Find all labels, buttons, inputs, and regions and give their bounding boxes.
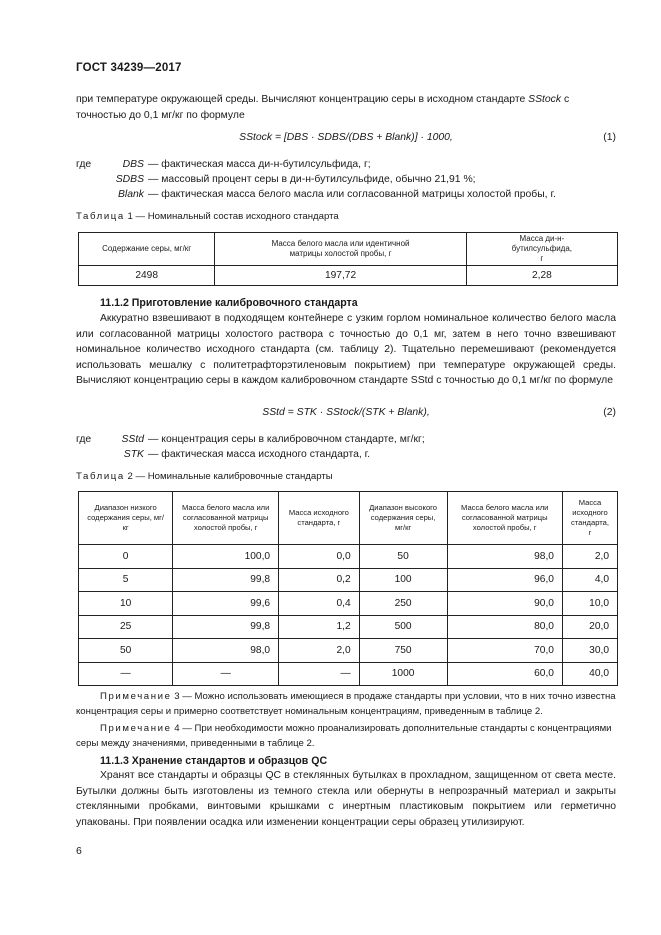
- table-row: 0 100,0 0,0 50 98,0 2,0: [79, 545, 618, 569]
- document-header: ГОСТ 34239—2017: [76, 62, 182, 74]
- table-header-cell: Масса исходного стандарта, г: [279, 492, 360, 545]
- table-header-cell: Масса ди-н-бутилсульфида, г: [466, 233, 617, 266]
- definition-row: SDBS — массовый процент серы в ди-н-бутилсульфиде, обычно 21,91 %;: [115, 174, 476, 185]
- table-header-cell: Масса белого масла или идентичной матрицы холостой пробы, г: [215, 233, 466, 266]
- section-11-1-3-title: 11.1.3 Хранение стандартов и образцов QC: [100, 755, 328, 767]
- definitions-1: [76, 157, 621, 202]
- definition-row: STK — фактическая масса исходного стандарта, г.: [123, 449, 371, 460]
- table-row: 50 98,0 2,0 750 70,0 30,0: [79, 639, 618, 663]
- formula-1-text: SStock = [DBS · SDBS/(DBS + Blank)] · 1000,: [239, 132, 453, 143]
- section-11-1-2-title: 11.1.2 Приготовление калибровочного стандарта: [100, 297, 358, 309]
- note-3: Примечание 3 — Можно использовать имеющиеся в продаже стандарты при условии, что в них точно известна концентрация серы и примерно соответствует номинальным концентрациям, приведенным в таблице 2.: [76, 691, 616, 717]
- note-4: Примечание 4 — При необходимости можно проанализировать дополнительные стандарты с концентрациями серы между значениями, приведенными в таблице 2.: [76, 723, 612, 749]
- table-row: 25 99,8 1,2 500 80,0 20,0: [79, 615, 618, 639]
- table-header-cell: Содержание серы, мг/кг: [79, 233, 215, 266]
- table-row: — — — 1000 60,0 40,0: [79, 662, 618, 686]
- formula-2: [76, 405, 616, 420]
- table-row: 5 99,8 0,2 100 96,0 4,0: [79, 568, 618, 592]
- table-header-cell: Масса белого масла или согласованной матрицы холостой пробы, г: [447, 492, 562, 545]
- section-11-1-2-body: Аккуратно взвешивают в подходящем контейнере с узким горлом номинальное количество белого масла или согласованной матрицы холостого раствора с точностью до 0,1 мг, затем в него точно взвешивают номинальное количество исходного стандарта (см. таблицу 2). Тщательно перемешивают (рекомендуется использовать мешалку с политетрафторэтиленовым покрытием) при температуре окружающей среды. Вычисляют концентрацию серы в каждом калибровочном стандарте SStd с точностью до 0,1 мг/кг по формуле: [76, 313, 616, 386]
- definition-row: где SStd — концентрация серы в калибровочном стандарте, мг/кг;: [76, 434, 425, 445]
- table-header-cell: Масса исходного стандарта, г: [562, 492, 617, 545]
- table-row: 2498 197,72 2,28: [79, 266, 618, 286]
- table-row: 10 99,6 0,4 250 90,0 10,0: [79, 592, 618, 616]
- table-1: [78, 232, 618, 286]
- table-1-caption: Таблица 1 — Номинальный состав исходного стандарта: [76, 211, 339, 222]
- intro-paragraph: при температуре окружающей среды. Вычисляют концентрацию серы в исходном стандарте SStock с точностью до 0,1 мг/кг по формуле: [76, 94, 570, 121]
- table-header-cell: Диапазон высокого содержания серы, мг/кг: [359, 492, 447, 545]
- formula-2-number: (2): [603, 407, 616, 418]
- table-2: [78, 491, 618, 686]
- definition-row: где DBS — фактическая масса ди-н-бутилсульфида, г;: [76, 159, 371, 170]
- page-number: 6: [76, 845, 82, 857]
- definitions-2: [76, 432, 621, 462]
- definition-row: Blank — фактическая масса белого масла или согласованной матрицы холостой пробы, г.: [118, 189, 556, 200]
- section-11-1-3-body: Хранят все стандарты и образцы QC в стеклянных бутылках в прохладном, защищенном от света месте. Бутылки должны быть изготовлены из темного стекла или обернуты в непрозрачный материал и закрыты стеклянными пробками, винтовыми крышками с инертным пластиковым покрытием или герметично упакованы. При появлении осадка или изменении концентрации серы образец утилизируют.: [76, 770, 616, 828]
- formula-1-number: (1): [603, 132, 616, 143]
- formula-1: [76, 130, 616, 145]
- table-header-cell: Масса белого масла или согласованной матрицы холостой пробы, г: [173, 492, 279, 545]
- table-header-cell: Диапазон низкого содержания серы, мг/кг: [79, 492, 173, 545]
- formula-2-text: SStd = STK · SStock/(STK + Blank),: [262, 407, 430, 418]
- table-2-caption: Таблица 2 — Номинальные калибровочные стандарты: [76, 471, 333, 482]
